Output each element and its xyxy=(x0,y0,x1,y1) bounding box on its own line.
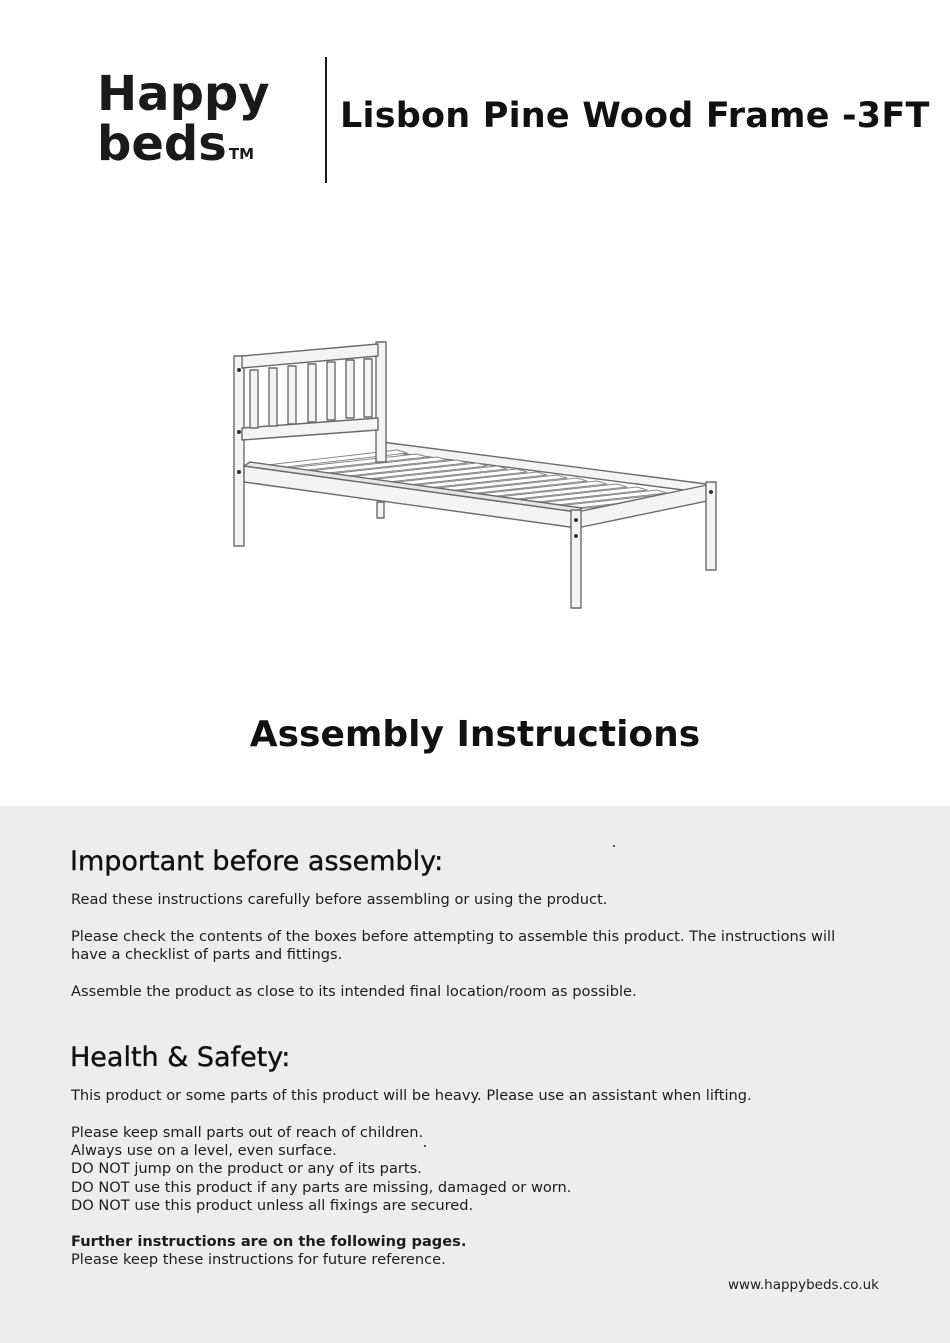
logo-word-beds xyxy=(97,116,255,172)
health-p1-text: This product or some parts of this product will be heavy. Please use an assistant when lifting. xyxy=(71,1087,752,1104)
important-paragraph-3 xyxy=(71,983,871,1001)
print-speck xyxy=(613,845,615,847)
logo-trademark: TM xyxy=(228,145,255,163)
further-instructions-note: Further instructions are on the following pages. xyxy=(71,1233,467,1250)
important-p1-text: Read these instructions carefully before assembling or using the product. xyxy=(71,891,608,908)
website-url: www.happybeds.co.uk xyxy=(727,1277,879,1293)
logo-word-happy: Happy xyxy=(97,66,270,122)
safety-item: DO NOT use this product if any parts are missing, damaged or worn. xyxy=(71,1178,572,1196)
document-heading: Assembly Instructions xyxy=(249,714,701,755)
bed-frame-illustration xyxy=(222,332,732,622)
header-divider xyxy=(325,57,327,183)
happy-beds-logo xyxy=(95,66,275,176)
health-safety-title: Health & Safety: xyxy=(70,1042,291,1073)
important-p2-line1: Please check the contents of the boxes before attempting to assemble this product. The instructions will xyxy=(71,928,836,945)
important-section-title: Important before assembly: xyxy=(70,846,444,877)
closing-notes xyxy=(71,1233,871,1269)
health-safety-list xyxy=(71,1124,871,1215)
safety-item: DO NOT use this product unless all fixings are secured. xyxy=(71,1196,474,1214)
keep-instructions-note: Please keep these instructions for future reference. xyxy=(71,1251,446,1269)
important-p2-line2: have a checklist of parts and fittings. xyxy=(71,946,343,964)
safety-item: Please keep small parts out of reach of children. xyxy=(71,1124,424,1141)
important-p3-text: Assemble the product as close to its intended final location/room as possible. xyxy=(71,983,637,1000)
safety-item: DO NOT jump on the product or any of its parts. xyxy=(71,1160,422,1178)
important-paragraph-2 xyxy=(71,928,871,964)
important-paragraph-1 xyxy=(71,891,871,909)
product-title: Lisbon Pine Wood Frame -3FT xyxy=(340,96,930,136)
safety-item: Always use on a level, even surface. xyxy=(71,1142,337,1160)
logo-word-beds-text: beds xyxy=(97,116,227,172)
health-paragraph-1 xyxy=(71,1087,871,1105)
print-speck xyxy=(424,1145,426,1147)
